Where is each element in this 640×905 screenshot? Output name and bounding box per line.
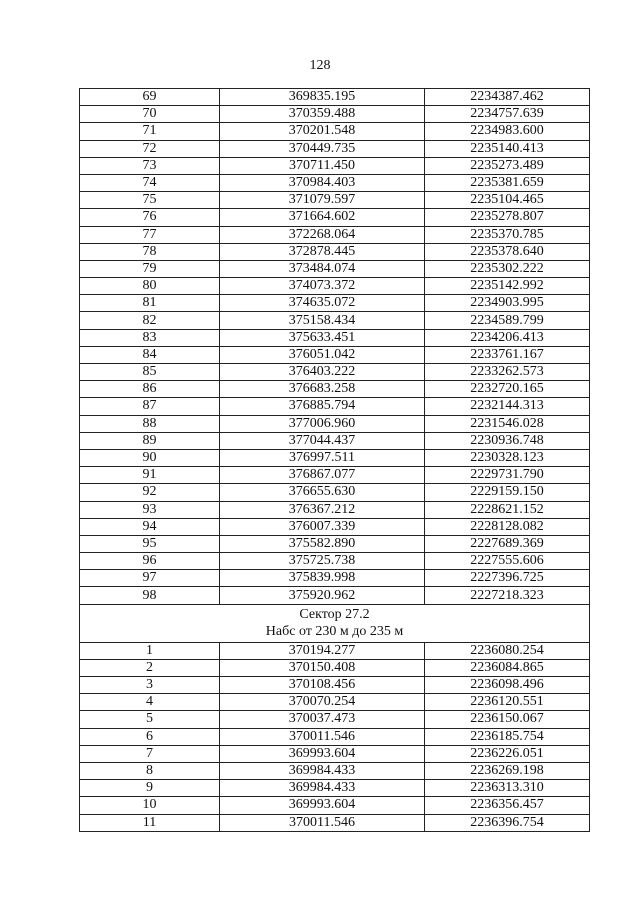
y-coordinate-cell: 2235278.807 (425, 209, 590, 226)
table-row (80, 243, 590, 260)
coordinates-table (79, 88, 590, 832)
point-number-cell: 2 (80, 659, 220, 676)
y-coordinate-cell: 2234206.413 (425, 329, 590, 346)
table-row (80, 518, 590, 535)
x-coordinate-cell: 377044.437 (220, 432, 425, 449)
table-row (80, 192, 590, 209)
point-number-cell: 87 (80, 398, 220, 415)
table-row (80, 745, 590, 762)
point-number-cell: 72 (80, 140, 220, 157)
y-coordinate-cell: 2236080.254 (425, 642, 590, 659)
x-coordinate-cell: 376051.042 (220, 346, 425, 363)
y-coordinate-cell: 2235104.465 (425, 192, 590, 209)
y-coordinate-cell: 2234903.995 (425, 295, 590, 312)
point-number-cell: 6 (80, 728, 220, 745)
x-coordinate-cell: 370194.277 (220, 642, 425, 659)
y-coordinate-cell: 2230328.123 (425, 449, 590, 466)
y-coordinate-cell: 2228128.082 (425, 518, 590, 535)
point-number-cell: 89 (80, 432, 220, 449)
x-coordinate-cell: 376007.339 (220, 518, 425, 535)
table-row (80, 553, 590, 570)
point-number-cell: 86 (80, 381, 220, 398)
x-coordinate-cell: 375582.890 (220, 535, 425, 552)
table-row (80, 209, 590, 226)
point-number-cell: 70 (80, 106, 220, 123)
point-number-cell: 83 (80, 329, 220, 346)
y-coordinate-cell: 2235378.640 (425, 243, 590, 260)
y-coordinate-cell: 2236185.754 (425, 728, 590, 745)
table-section-a (80, 89, 590, 605)
point-number-cell: 7 (80, 745, 220, 762)
x-coordinate-cell: 370449.735 (220, 140, 425, 157)
table-row (80, 814, 590, 831)
table-row (80, 381, 590, 398)
table-row (80, 587, 590, 604)
point-number-cell: 85 (80, 364, 220, 381)
y-coordinate-cell: 2236396.754 (425, 814, 590, 831)
x-coordinate-cell: 369984.433 (220, 762, 425, 779)
point-number-cell: 90 (80, 449, 220, 466)
x-coordinate-cell: 376655.630 (220, 484, 425, 501)
sector-header-section (80, 604, 590, 642)
x-coordinate-cell: 370037.473 (220, 711, 425, 728)
y-coordinate-cell: 2227555.606 (425, 553, 590, 570)
x-coordinate-cell: 370359.488 (220, 106, 425, 123)
x-coordinate-cell: 375633.451 (220, 329, 425, 346)
point-number-cell: 69 (80, 89, 220, 106)
table-row (80, 346, 590, 363)
x-coordinate-cell: 370011.546 (220, 814, 425, 831)
table-row (80, 295, 590, 312)
point-number-cell: 71 (80, 123, 220, 140)
table-row (80, 364, 590, 381)
table-row (80, 329, 590, 346)
x-coordinate-cell: 370984.403 (220, 174, 425, 191)
y-coordinate-cell: 2236356.457 (425, 797, 590, 814)
point-number-cell: 91 (80, 467, 220, 484)
sector-header (80, 604, 590, 642)
table-row (80, 398, 590, 415)
x-coordinate-cell: 370150.408 (220, 659, 425, 676)
y-coordinate-cell: 2235302.222 (425, 260, 590, 277)
table-row (80, 659, 590, 676)
x-coordinate-cell: 369984.433 (220, 780, 425, 797)
table-row (80, 140, 590, 157)
x-coordinate-cell: 370201.548 (220, 123, 425, 140)
sector-subtitle: Набс от 230 м до 235 м (265, 624, 404, 640)
sector-title: Сектор 27.2 (299, 607, 370, 623)
table-row (80, 432, 590, 449)
point-number-cell: 73 (80, 157, 220, 174)
point-number-cell: 4 (80, 694, 220, 711)
x-coordinate-cell: 374073.372 (220, 278, 425, 295)
point-number-cell: 80 (80, 278, 220, 295)
point-number-cell: 78 (80, 243, 220, 260)
x-coordinate-cell: 375920.962 (220, 587, 425, 604)
table-row (80, 278, 590, 295)
x-coordinate-cell: 376867.077 (220, 467, 425, 484)
point-number-cell: 95 (80, 535, 220, 552)
table-row (80, 260, 590, 277)
y-coordinate-cell: 2233262.573 (425, 364, 590, 381)
table-row (80, 467, 590, 484)
y-coordinate-cell: 2234387.462 (425, 89, 590, 106)
x-coordinate-cell: 374635.072 (220, 295, 425, 312)
table-row (80, 484, 590, 501)
point-number-cell: 88 (80, 415, 220, 432)
y-coordinate-cell: 2236084.865 (425, 659, 590, 676)
x-coordinate-cell: 369835.195 (220, 89, 425, 106)
y-coordinate-cell: 2228621.152 (425, 501, 590, 518)
x-coordinate-cell: 372268.064 (220, 226, 425, 243)
table-section-b (80, 642, 590, 831)
x-coordinate-cell: 373484.074 (220, 260, 425, 277)
y-coordinate-cell: 2236313.310 (425, 780, 590, 797)
x-coordinate-cell: 376997.511 (220, 449, 425, 466)
point-number-cell: 75 (80, 192, 220, 209)
table-row (80, 415, 590, 432)
y-coordinate-cell: 2236226.051 (425, 745, 590, 762)
x-coordinate-cell: 371079.597 (220, 192, 425, 209)
x-coordinate-cell: 375725.738 (220, 553, 425, 570)
point-number-cell: 77 (80, 226, 220, 243)
point-number-cell: 74 (80, 174, 220, 191)
y-coordinate-cell: 2235140.413 (425, 140, 590, 157)
table-row (80, 711, 590, 728)
y-coordinate-cell: 2232144.313 (425, 398, 590, 415)
y-coordinate-cell: 2235273.489 (425, 157, 590, 174)
table-row (80, 728, 590, 745)
table-row (80, 780, 590, 797)
point-number-cell: 98 (80, 587, 220, 604)
x-coordinate-cell: 369993.604 (220, 745, 425, 762)
table-row (80, 677, 590, 694)
sector-header-row (80, 604, 590, 642)
point-number-cell: 92 (80, 484, 220, 501)
point-number-cell: 76 (80, 209, 220, 226)
point-number-cell: 10 (80, 797, 220, 814)
x-coordinate-cell: 376885.794 (220, 398, 425, 415)
table-row (80, 157, 590, 174)
table-row (80, 570, 590, 587)
point-number-cell: 79 (80, 260, 220, 277)
y-coordinate-cell: 2229731.790 (425, 467, 590, 484)
x-coordinate-cell: 376683.258 (220, 381, 425, 398)
x-coordinate-cell: 369993.604 (220, 797, 425, 814)
y-coordinate-cell: 2230936.748 (425, 432, 590, 449)
table-row (80, 312, 590, 329)
point-number-cell: 1 (80, 642, 220, 659)
y-coordinate-cell: 2234589.799 (425, 312, 590, 329)
point-number-cell: 93 (80, 501, 220, 518)
x-coordinate-cell: 376403.222 (220, 364, 425, 381)
point-number-cell: 9 (80, 780, 220, 797)
x-coordinate-cell: 375839.998 (220, 570, 425, 587)
point-number-cell: 97 (80, 570, 220, 587)
y-coordinate-cell: 2236120.551 (425, 694, 590, 711)
page-number: 128 (309, 58, 331, 73)
table-row (80, 694, 590, 711)
point-number-cell: 82 (80, 312, 220, 329)
x-coordinate-cell: 370711.450 (220, 157, 425, 174)
y-coordinate-cell: 2236150.067 (425, 711, 590, 728)
x-coordinate-cell: 377006.960 (220, 415, 425, 432)
table-row (80, 642, 590, 659)
x-coordinate-cell: 372878.445 (220, 243, 425, 260)
x-coordinate-cell: 376367.212 (220, 501, 425, 518)
x-coordinate-cell: 370070.254 (220, 694, 425, 711)
y-coordinate-cell: 2227689.369 (425, 535, 590, 552)
y-coordinate-cell: 2234983.600 (425, 123, 590, 140)
point-number-cell: 5 (80, 711, 220, 728)
table-row (80, 174, 590, 191)
point-number-cell: 11 (80, 814, 220, 831)
point-number-cell: 94 (80, 518, 220, 535)
y-coordinate-cell: 2227218.323 (425, 587, 590, 604)
x-coordinate-cell: 370108.456 (220, 677, 425, 694)
y-coordinate-cell: 2232720.165 (425, 381, 590, 398)
y-coordinate-cell: 2236098.496 (425, 677, 590, 694)
y-coordinate-cell: 2234757.639 (425, 106, 590, 123)
y-coordinate-cell: 2229159.150 (425, 484, 590, 501)
y-coordinate-cell: 2236269.198 (425, 762, 590, 779)
x-coordinate-cell: 371664.602 (220, 209, 425, 226)
point-number-cell: 81 (80, 295, 220, 312)
table-row (80, 797, 590, 814)
table-row (80, 501, 590, 518)
point-number-cell: 3 (80, 677, 220, 694)
x-coordinate-cell: 370011.546 (220, 728, 425, 745)
table-row (80, 106, 590, 123)
y-coordinate-cell: 2235381.659 (425, 174, 590, 191)
y-coordinate-cell: 2227396.725 (425, 570, 590, 587)
point-number-cell: 84 (80, 346, 220, 363)
table-row (80, 535, 590, 552)
y-coordinate-cell: 2233761.167 (425, 346, 590, 363)
table-row (80, 123, 590, 140)
table-row (80, 762, 590, 779)
table-row (80, 89, 590, 106)
table-row (80, 449, 590, 466)
table-row (80, 226, 590, 243)
point-number-cell: 96 (80, 553, 220, 570)
y-coordinate-cell: 2235142.992 (425, 278, 590, 295)
y-coordinate-cell: 2231546.028 (425, 415, 590, 432)
y-coordinate-cell: 2235370.785 (425, 226, 590, 243)
point-number-cell: 8 (80, 762, 220, 779)
x-coordinate-cell: 375158.434 (220, 312, 425, 329)
